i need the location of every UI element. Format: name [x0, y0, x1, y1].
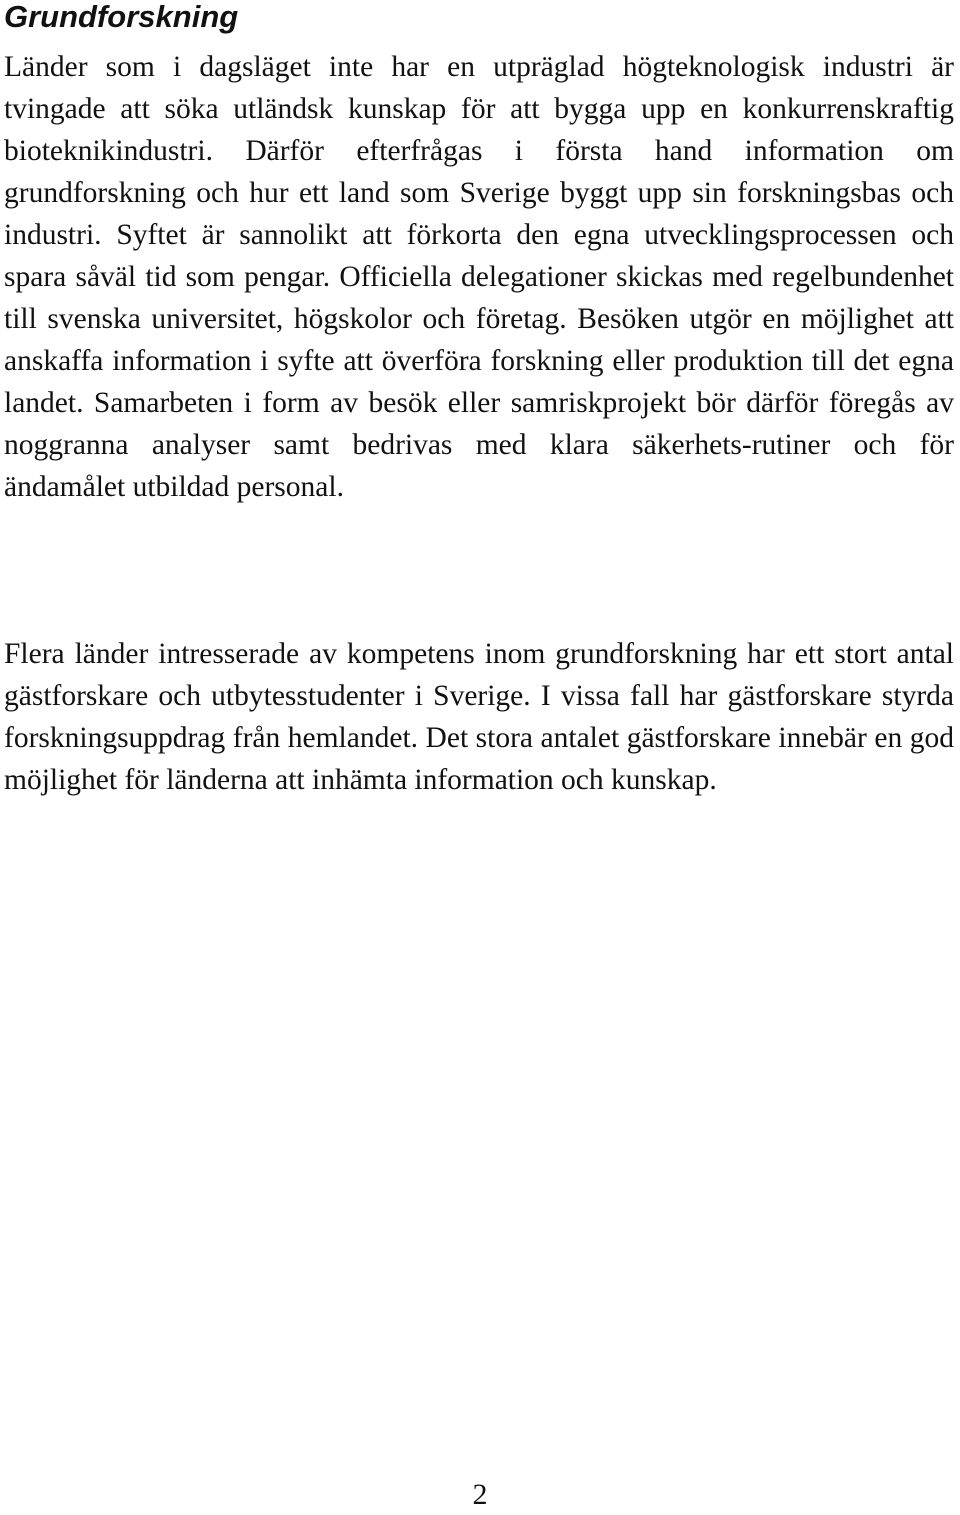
- paragraph-1: Länder som i dagsläget inte har en utpräglad högteknologisk industri är tvingade att söka utländsk kunskap för att bygga upp en konkurrenskraftig bioteknikindustri. Därför efterfrågas i första hand information om grundforskning och hur ett land som Sverige byggt upp sin forskningsbas och industri. Syftet är sannolikt att förkorta den egna utvecklingsprocessen och spara såväl tid som pengar. Officiella delegationer skickas med regelbundenhet till svenska universitet, högskolor och företag. Besöken utgör en möjlighet att anskaffa information i syfte att överföra forskning eller produktion till det egna landet. Samarbeten i form av besök eller samriskprojekt bör därför föregås av noggranna analyser samt bedrivas med klara säkerhets-rutiner och för ändamålet utbildad personal.: [4, 51, 954, 503]
- section-heading: Grundforskning: [4, 0, 239, 34]
- paragraph-2: Flera länder intresserade av kompetens inom grundforskning har ett stort antal gästforskare och utbytesstudenter i Sverige. I vissa fall har gästforskare styrda forskningsuppdrag från hemlandet. Det stora antalet gästforskare innebär en god möjlighet för länderna att inhämta information och kunskap.: [4, 638, 954, 796]
- page-number: 2: [472, 1478, 488, 1511]
